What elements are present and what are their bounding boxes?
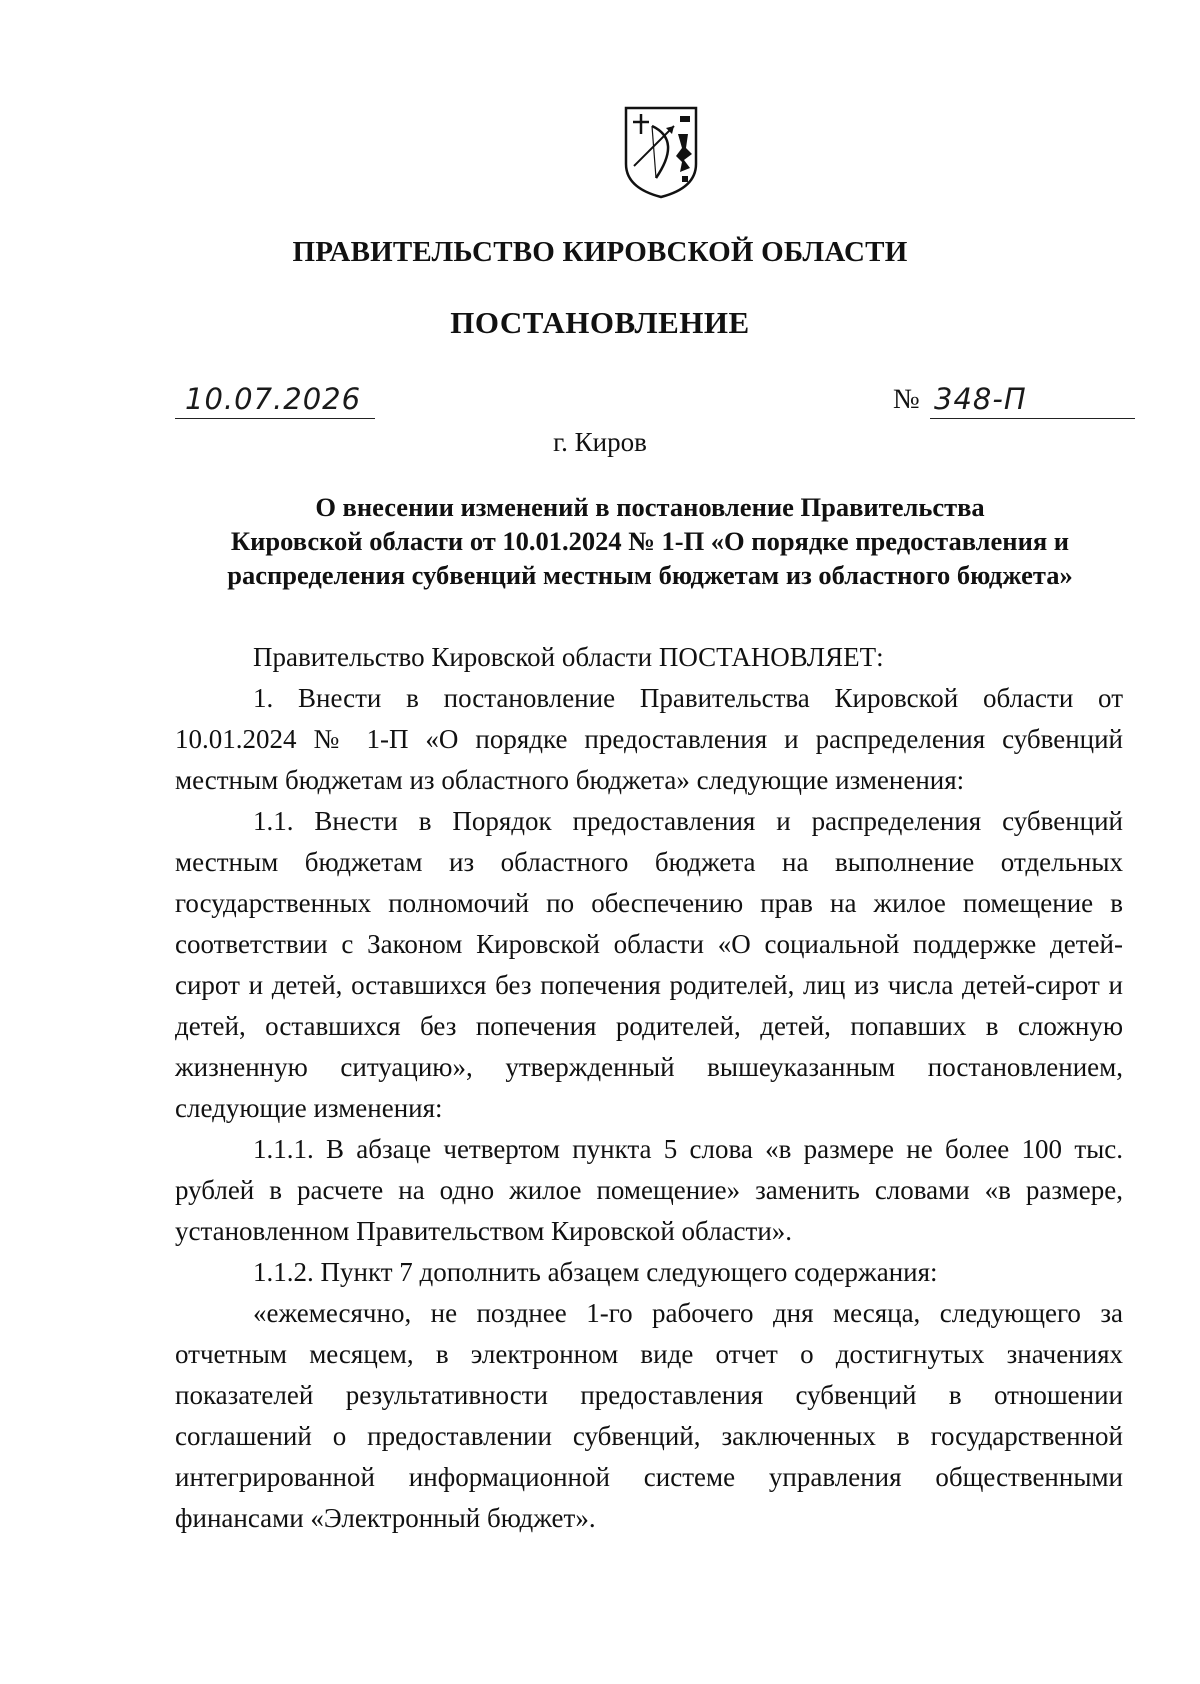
city: г. Киров <box>553 427 647 457</box>
number-field <box>930 382 1135 419</box>
number-label: № <box>893 384 920 415</box>
body-paragraph: Правительство Кировской области ПОСТАНОВЛЯЕТ: <box>253 642 884 672</box>
document-number: 348-П <box>934 382 1027 416</box>
document-date: 10.07.2026 <box>185 382 362 416</box>
date-field <box>175 382 375 419</box>
body-paragraph: «ежемесячно, не позднее 1-го рабочего дня месяца, следующего за отчетным месяцем, в электронном виде отчет о достигнутых значениях показателей результативности предоставления субвенций в отношении соглашений о предоставлении субвенций, заключенных в государственной интегрированной информационной системе управления общественными финансами «Электронный бюджет». <box>175 1298 1123 1533</box>
body-paragraph: 1. Внести в постановление Правительства Кировской области от 10.01.2024 № 1-П «О порядке предоставления и распределения субвенций местным бюджетам из областного бюджета» следующие изменения: <box>175 683 1123 795</box>
coat-of-arms-icon <box>622 104 700 200</box>
body-paragraph: 1.1.2. Пункт 7 дополнить абзацем следующего содержания: <box>253 1257 938 1287</box>
subject-line: О внесении изменений в постановление Правительства <box>315 492 985 522</box>
document-type: ПОСТАНОВЛЕНИЕ <box>450 305 750 340</box>
document-subject <box>175 490 1125 592</box>
body-paragraph: 1.1.1. В абзаце четвертом пункта 5 слова «в размере не более 100 тыс. рублей в расчете на одно жилое помещение» заменить словами «в размере, установленном Правительством Кировской области». <box>175 1134 1123 1246</box>
government-title: ПРАВИТЕЛЬСТВО КИРОВСКОЙ ОБЛАСТИ <box>292 236 908 268</box>
document-body <box>175 637 1123 1539</box>
body-paragraph: 1.1. Внести в Порядок предоставления и распределения субвенций местным бюджетам из областного бюджета на выполнение отдельных государственных полномочий по обеспечению прав на жилое помещение в соответствии с Законом Кировской области «О социальной поддержке детей-сирот и детей, оставшихся без попечения родителей, лиц из числа детей-сирот и детей, оставшихся без попечения родителей, детей, попавших в сложную жизненную ситуацию», утвержденный вышеуказанным постановлением, следующие изменения: <box>175 806 1123 1123</box>
subject-line: распределения субвенций местным бюджетам из областного бюджета» <box>227 560 1073 590</box>
subject-line: Кировской области от 10.01.2024 № 1-П «О порядке предоставления и <box>230 526 1070 556</box>
